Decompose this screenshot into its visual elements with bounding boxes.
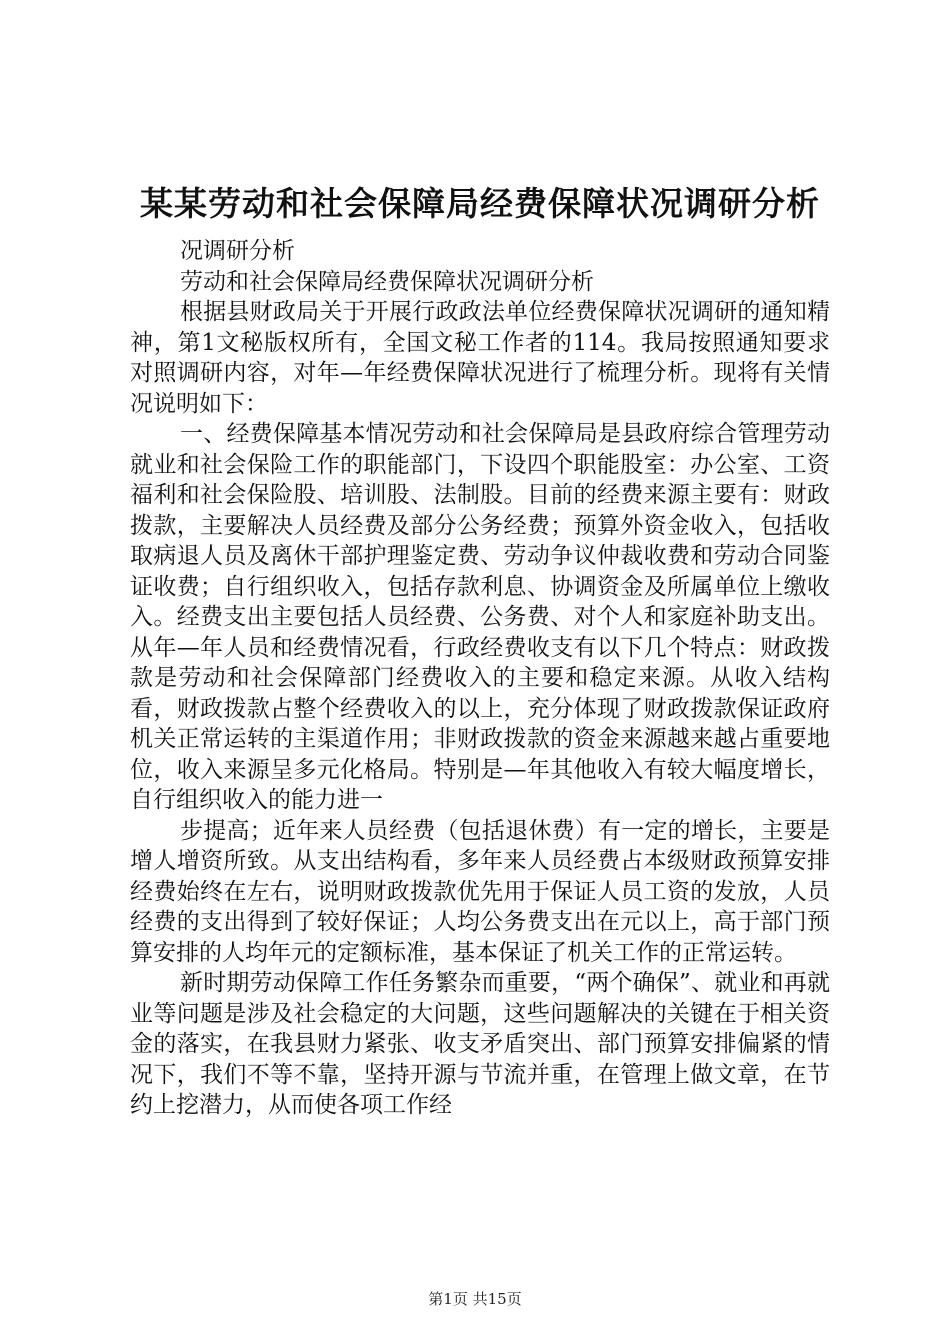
page-number-footer: 第1页 共15页 xyxy=(428,1290,522,1308)
document-title: 某某劳动和社会保障局经费保障状况调研分析 xyxy=(140,184,820,223)
paragraph: 根据县财政局关于开展行政政法单位经费保障状况调研的通知精神，第1文秘版权所有，全国文秘工作者的114。我局按照通知要求对照调研内容，对年—年经费保障状况进行了梳理分析。现将有关情况说明如下： xyxy=(130,299,830,417)
paragraph: 步提高；近年来人员经费（包括退休费）有一定的增长，主要是增人增资所致。从支出结构看，多年来人员经费占本级财政预算安排经费始终在左右，说明财政拨款优先用于保证人员工资的发放，人员经费的支出得到了较好保证；人均公务费支出在元以上，高于部门预算安排的人均年元的定额标准，基本保证了机关工作的正常运转。 xyxy=(130,817,830,966)
document-body xyxy=(130,236,830,1121)
paragraph: 劳动和社会保障局经费保障状况调研分析 xyxy=(180,268,594,295)
paragraph: 新时期劳动保障工作任务繁杂而重要，“两个确保”、就业和再就业等问题是涉及社会稳定的大问题，这些问题解决的关键在于相关资金的落实，在我县财力紧张、收支矛盾突出、部门预算安排偏紧的情况下，我们不等不靠，坚持开源与节流并重，在管理上做文章，在节约上挖潜力，从而使各项工作经 xyxy=(130,970,830,1118)
paragraph: 一、经费保障基本情况劳动和社会保障局是县政府综合管理劳动就业和社会保险工作的职能部门，下设四个职能股室：办公室、工资福利和社会保险股、培训股、法制股。目前的经费来源主要有：财政拨款，主要解决人员经费及部分公务经费；预算外资金收入，包括收取病退人员及离休干部护理鉴定费、劳动争议仲裁收费和劳动合同鉴证收费；自行组织收入，包括存款利息、协调资金及所属单位上缴收入。经费支出主要包括人员经费、公务费、对个人和家庭补助支出。从年—年人员和经费情况看，行政经费收支有以下几个特点：财政拨款是劳动和社会保障部门经费收入的主要和稳定来源。从收入结构看，财政拨款占整个经费收入的以上，充分体现了财政拨款保证政府机关正常运转的主渠道作用；非财政拨款的资金来源越来越占重要地位，收入来源呈多元化格局。特别是—年其他收入有较大幅度增长，自行组织收入的能力进一 xyxy=(130,421,830,813)
paragraph: 况调研分析 xyxy=(180,238,295,264)
